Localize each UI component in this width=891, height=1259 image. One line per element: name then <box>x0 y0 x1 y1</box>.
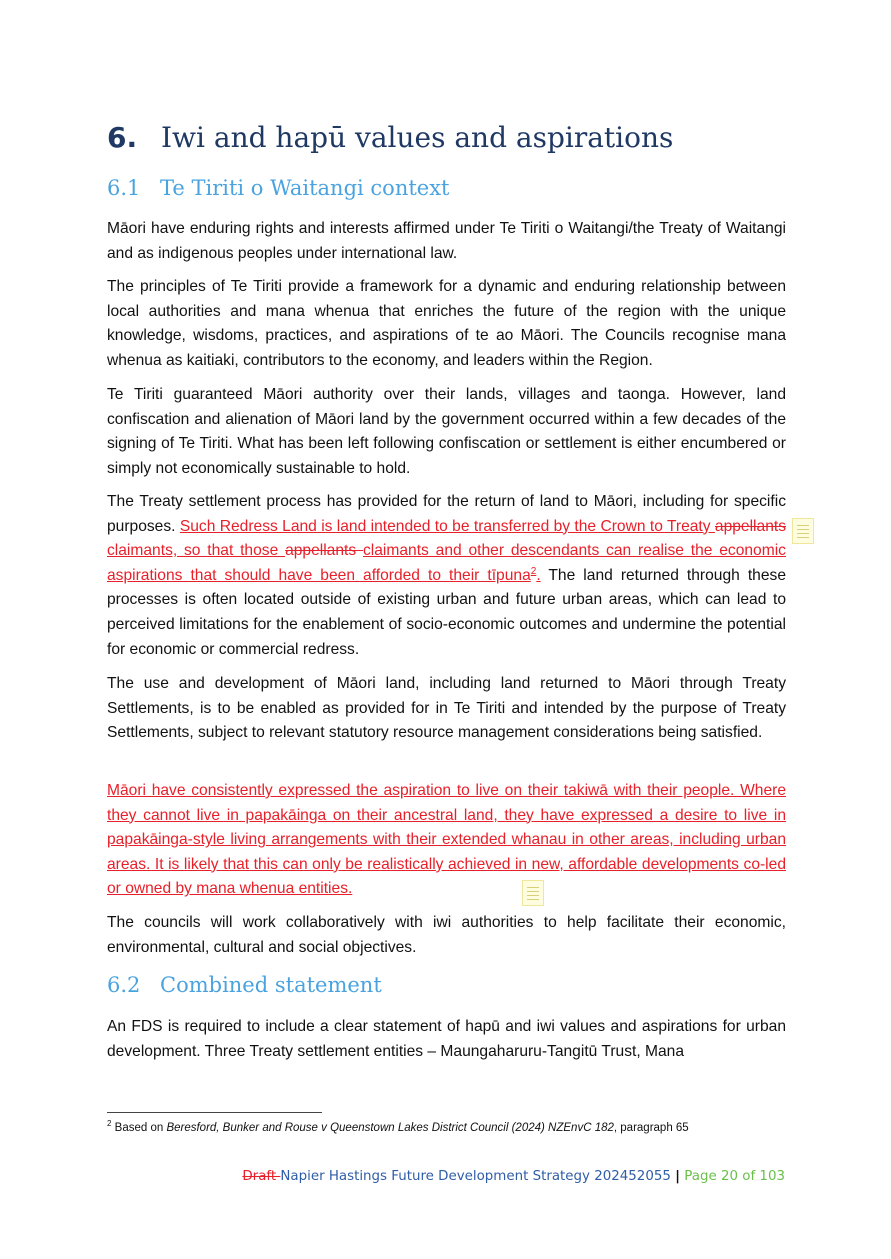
comment-note-icon[interactable] <box>792 518 814 544</box>
paragraph-settlement <box>107 490 786 662</box>
inserted-text: . <box>536 566 541 584</box>
inserted-text: claimants and other descendants can realise the economic aspirations that should have been afforded to their tīpuna <box>107 542 786 584</box>
section-number: 6.2 <box>107 973 141 997</box>
inserted-text: Such Redress Land is land intended to be transferred by the Crown to Treaty <box>179 517 715 535</box>
footnote-separator <box>107 1112 322 1113</box>
footnote-suffix: , paragraph 65 <box>613 1122 689 1134</box>
settlement-text: The Treaty settlement process has provided for the return of land to Māori, including for specific purposes. <box>107 493 786 535</box>
footnote <box>107 1119 807 1134</box>
footnote-case-citation: Beresford, Bunker and Rouse v Queenstown Lakes District Council (2024) NZEnvC 182 <box>166 1122 614 1134</box>
footnote-reference[interactable]: 2 <box>530 565 537 577</box>
paragraph-papakainga-inserted: Māori have consistently expressed the aspiration to live on their takiwā with their people. Where they cannot live in papakāinga on their ancestral land, they have expressed a desire to live in papakāinga-style living arrangements with their extended whanau in other areas, including urban areas. It is likely that this can only be realistically achieved in new, affordable developments co-led or owned by mana whenua entities. <box>107 782 786 898</box>
paragraph-principles: The principles of Te Tiriti provide a framework for a dynamic and enduring relationship between local authorities and mana whenua that enriches the future of the region with the unique knowledge, wisdoms, practices, and aspirations of te ao Māori. The Councils recognise mana whenua as kaitiaki, contributors to the economy, and leaders within the Region. <box>107 278 786 369</box>
section-number: 6.1 <box>107 176 141 200</box>
footer-page-number: Page 20 of 103 <box>680 1169 785 1184</box>
paragraph-guarantee: Te Tiriti guaranteed Māori authority over their lands, villages and taonga. However, land confiscation and alienation of Māori land by the government occurred within a few decades of the signing of Te Tiriti. What has been left following confiscation or settlement is either encumbered or simply not economically sustainable to hold. <box>107 386 786 477</box>
deleted-text: appellants <box>285 542 363 560</box>
paragraph-collaboration: The councils will work collaboratively with iwi authorities to help facilitate their economic, environmental, cultural and social objectives. <box>107 914 786 956</box>
footer-document-title: Napier Hastings Future Development Strategy 202452055 <box>280 1169 676 1184</box>
inserted-text: claimants, so that those <box>107 542 286 560</box>
page-footer <box>242 1169 785 1184</box>
comment-note-icon[interactable] <box>522 880 544 906</box>
footer-separator: | <box>675 1169 681 1184</box>
deleted-text: appellants <box>714 517 786 535</box>
section-heading-6-2 <box>107 970 807 1000</box>
chapter-title: Iwi and hapū values and aspirations <box>161 121 674 154</box>
paragraph-land-use: The use and development of Māori land, including land returned to Māori through Treaty Settlements, is to be enabled as provided for in Te Tiriti and intended by the purpose of Treaty Settlements, subject to relevant statutory resource management considerations being satisfied. <box>107 675 786 742</box>
section-title: Combined statement <box>160 973 382 997</box>
section-heading-6-1 <box>107 173 807 203</box>
footnote-prefix: Based on <box>111 1122 167 1134</box>
footnote-marker: 2 <box>107 1119 112 1129</box>
paragraph-rights: Māori have enduring rights and interests affirmed under Te Tiriti o Waitangi/the Treaty of Waitangi and as indigenous peoples under international law. <box>107 220 786 262</box>
chapter-heading <box>107 116 807 160</box>
footer-draft-deleted: Draft <box>242 1169 281 1184</box>
chapter-number: 6. <box>107 121 138 154</box>
settlement-text: The land returned through these processes is often located outside of existing urban and future urban areas, which can lead to perceived limitations for the enablement of socio-economic outcomes and undermine the potential for economic or commercial redress. <box>107 566 786 658</box>
section-title: Te Tiriti o Waitangi context <box>160 176 450 200</box>
paragraph-combined-statement: An FDS is required to include a clear statement of hapū and iwi values and aspirations for urban development. Three Treaty settlement entities – Maungaharuru-Tangitū Trust, Mana <box>107 1018 786 1060</box>
